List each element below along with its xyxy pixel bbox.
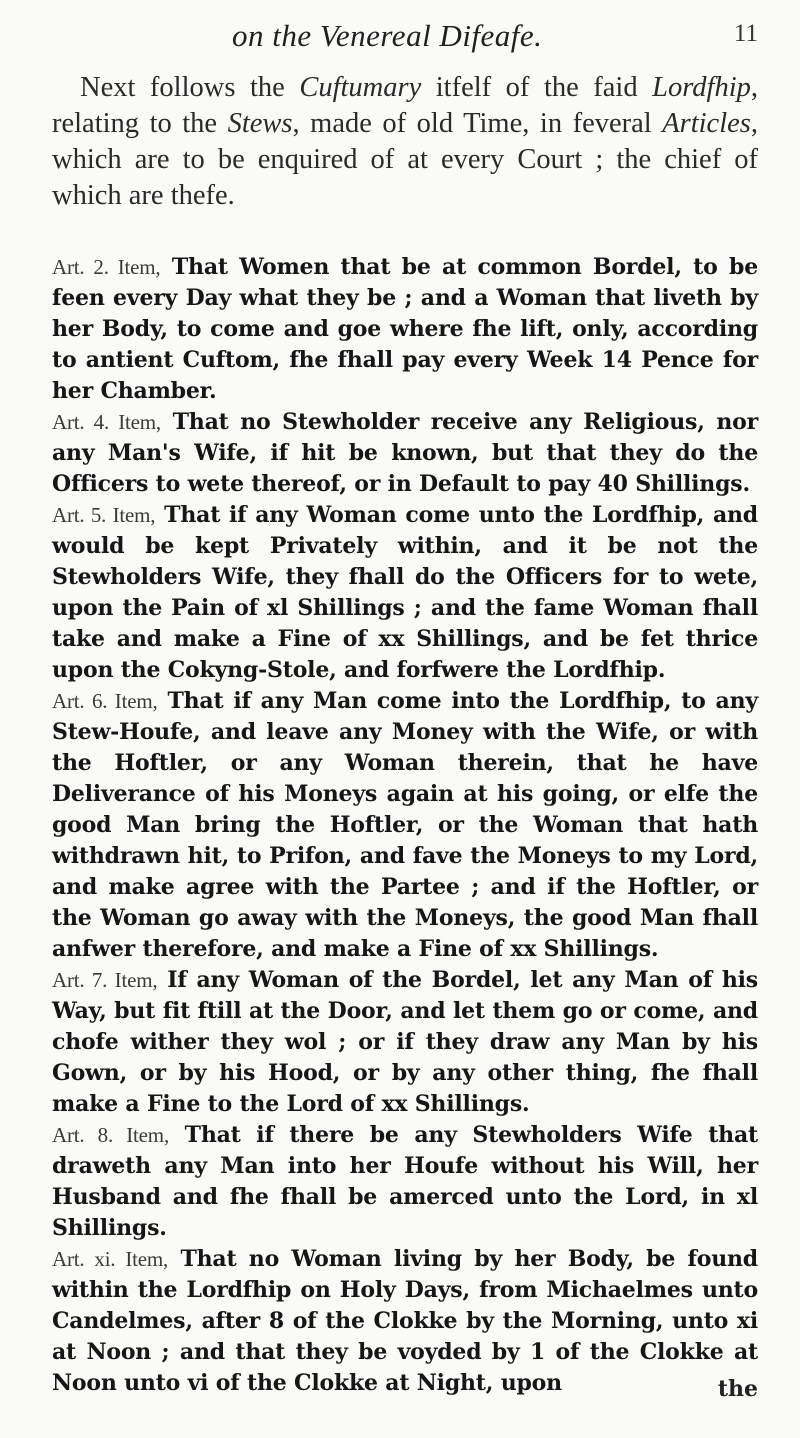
article-lead: Art. xi. Item,: [52, 1247, 169, 1271]
intro-emphasis: Articles: [662, 108, 751, 139]
running-title: on the Venereal Difeafe.: [232, 18, 543, 53]
article-lead: Art. 5. Item,: [52, 503, 156, 527]
intro-text: , relating to the: [52, 72, 758, 139]
article-text: That if any Man come into the Lordfhip, to any Stew-Houfe, and leave any Money with the Wife, or with the Hoftler, or any Woman therein, that he have Deliverance of his Moneys again at his going, or elfe the good Man bring the Hoftler, or the Woman that hath withdrawn hit, to Prifon, and fave the Moneys to my Lord, and make agree with the Partee ; and if the Hoftler, or the Woman go away with the Moneys, the good Man fhall anfwer therefore, and make a Fine of xx Shillings.: [52, 688, 758, 962]
article-paragraph: [52, 686, 758, 965]
article-paragraph: [52, 1120, 758, 1244]
intro-text: Next follows the: [80, 72, 300, 103]
running-head: [52, 0, 758, 70]
intro-text: , made of old Time, in feveral: [292, 108, 663, 139]
page-number: 11: [733, 20, 758, 47]
article-text: That no Stewholder receive any Religious, nor any Man's Wife, if hit be known, but that they do the Officers to wete thereof, or in Default to pay 40 Shillings.: [52, 409, 758, 497]
article-text: That no Woman living by her Body, be found within the Lordfhip on Holy Days, from Michaelmes unto Candelmes, after 8 of the Clokke by the Morning, unto xi at Noon ; and that they be voyded by 1 of the Clokke at Noon unto vi of the Clokke at Night, upon: [52, 1246, 758, 1396]
intro-emphasis: Stews: [227, 108, 293, 139]
intro-emphasis: Cuftumary: [299, 72, 422, 103]
article-text: That if any Woman come unto the Lordfhip, and would be kept Privately within, and it be not the Stewholders Wife, they fhall do the Officers for to wete, upon the Pain of xl Shillings ; and the fame Woman fhall take and make a Fine of xx Shillings, and be fet thrice upon the Cokyng-Stole, and forfwere the Lordfhip.: [52, 502, 758, 683]
article-paragraph: [52, 407, 758, 500]
article-lead: Art. 8. Item,: [52, 1123, 169, 1147]
articles-list: [52, 252, 758, 1399]
intro-emphasis: Lordfhip: [652, 72, 751, 103]
article-lead: Art. 7. Item,: [52, 968, 158, 992]
intro-paragraph: [52, 70, 758, 214]
article-paragraph: [52, 1244, 758, 1399]
intro-text: itfelf of the faid: [421, 72, 653, 103]
article-paragraph: [52, 500, 758, 686]
article-lead: Art. 6. Item,: [52, 689, 158, 713]
article-paragraph: [52, 252, 758, 407]
article-paragraph: [52, 965, 758, 1120]
article-text: If any Woman of the Bordel, let any Man of his Way, but fit ftill at the Door, and let them go or come, and chofe wither they wol ; or if they draw any Man by his Gown, or by his Hood, or by any other thing, fhe fhall make a Fine to the Lord of xx Shillings.: [52, 967, 758, 1117]
intro-text: , which are to be enquired of at every Court ; the chief of which are thefe.: [52, 108, 758, 211]
article-text: That Women that be at common Bordel, to be feen every Day what they be ; and a Woman that liveth by her Body, to come and goe where fhe lift, only, according to antient Cuftom, fhe fhall pay every Week 14 Pence for her Chamber.: [52, 254, 758, 404]
article-text: That if there be any Stewholders Wife that draweth any Man into her Houfe without his Will, her Husband and fhe fhall be amerced unto the Lord, in xl Shillings.: [52, 1122, 758, 1241]
catchword: the: [717, 1376, 758, 1402]
article-lead: Art. 4. Item,: [52, 410, 161, 434]
article-lead: Art. 2. Item,: [52, 255, 161, 279]
